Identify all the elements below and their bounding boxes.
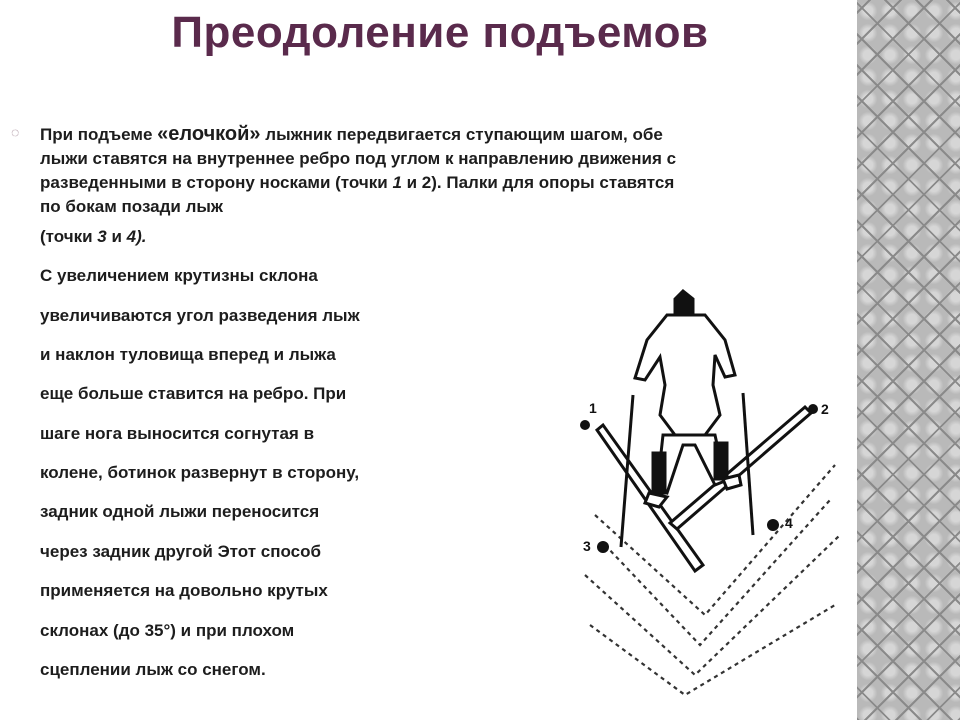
technique-term: «елочкой»: [157, 123, 261, 145]
body-line: колене, ботинок развернут в сторону,: [40, 463, 360, 482]
body-line: С увеличением крутизны склона: [40, 266, 318, 285]
point-3-dot: [597, 541, 609, 553]
slide-title: Преодоление подъемов: [171, 8, 709, 57]
point-2-dot: [808, 404, 818, 414]
point-4-dot: [767, 519, 779, 531]
point-3-label: 3: [583, 538, 591, 554]
point-2-label: 2: [821, 401, 829, 417]
intro-paragraph: [40, 122, 850, 219]
points-line: (точки 3 и 4).: [40, 227, 147, 246]
body-line: через задник другой Этот способ: [40, 542, 322, 561]
point-1-dot: [580, 420, 590, 430]
skier-herringbone-illustration: [575, 285, 845, 705]
body-line: шаге нога выносится согнутая в: [40, 424, 315, 443]
body-line: еще больше ставится на ребро. При: [40, 384, 347, 403]
intro-line-1: При подъеме «елочкой» лыжник передвигается ступающим шагом, обе: [40, 123, 663, 145]
intro-line-3: разведенными в сторону носками (точки 1 и 2). Палки для опоры ставятся: [40, 173, 675, 192]
bullet-icon: ◌: [11, 124, 20, 140]
point-4-label: 4: [785, 515, 793, 531]
point-1-label: 1: [589, 400, 597, 416]
skier-figure: [635, 291, 741, 507]
decorative-pattern-strip: [857, 0, 960, 720]
body-line: и наклон туловища вперед и лыжа: [40, 345, 336, 364]
body-line: задник одной лыжи переносится: [40, 502, 320, 521]
body-line: увеличиваются угол разведения лыж: [40, 306, 360, 325]
body-line: сцеплении лыж со снегом.: [40, 660, 266, 679]
body-line: применяется на довольно крутых: [40, 581, 328, 600]
body-line: склонах (до 35°) и при плохом: [40, 621, 295, 640]
intro-line-4: по бокам позади лыж: [40, 197, 223, 216]
intro-line-2: лыжи ставятся на внутреннее ребро под углом к направлению движения с: [40, 149, 677, 168]
